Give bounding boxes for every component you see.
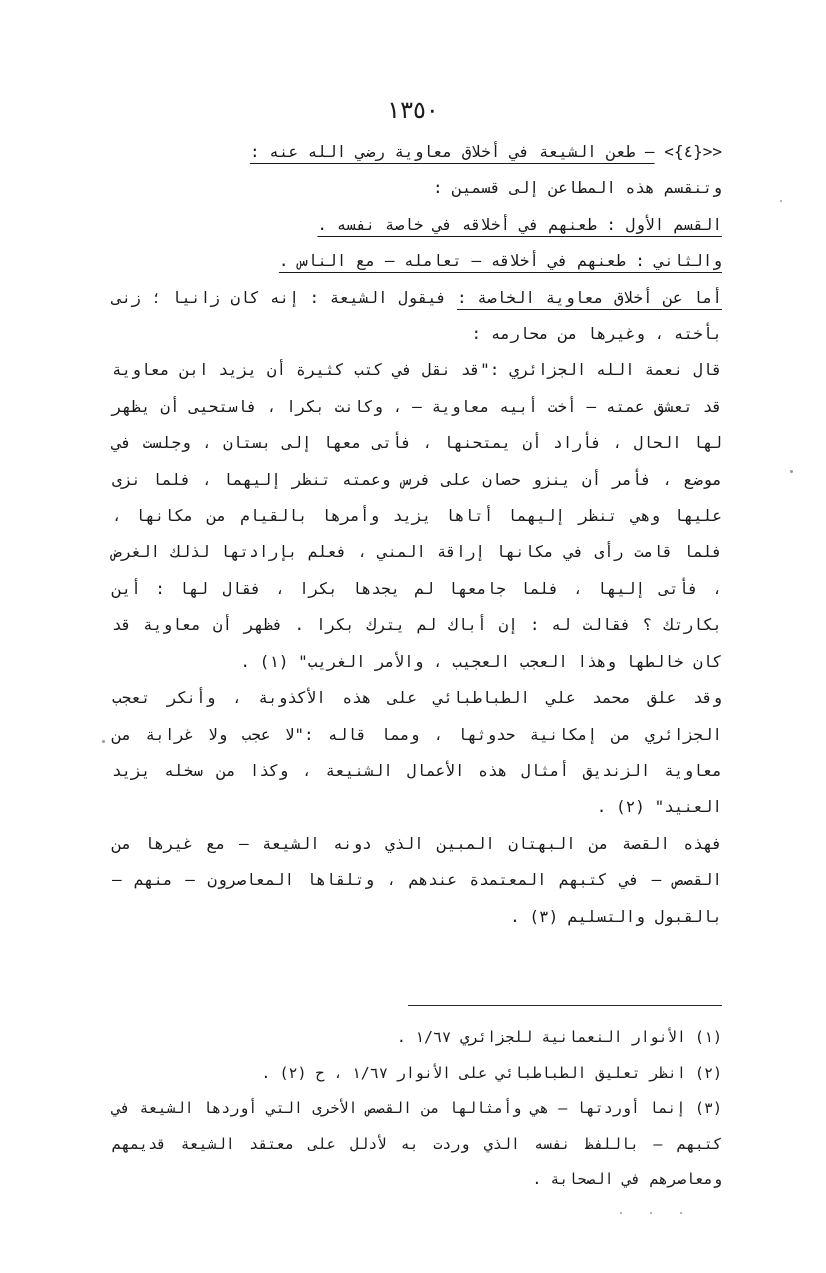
comment-paragraph: وقد علق محمد علي الطباطبائي على هذه الأكذوبة ، وأنكر تعجب الجزائري من إمكانية حدوثها ، ومما قاله :"لا عجب ولا غرابة من معاوية الزنديق أمثال هذه الأعمال الشنيعة ، وكذا من سخله يزيد العنيد" (٢) . <box>112 688 722 817</box>
footnote-3: (٣) إنما أوردتها – هي وأمثالها من القصص الأخرى التي أوردها الشيعة في كتبهم – باللفظ نفسه الذي وردت به لأدلل على معتقد الشيعة قديمهم ومعاصرهم في الصحابة . <box>112 1099 722 1188</box>
private-morals-heading: أما عن أخلاق معاوية الخاصة : <box>457 287 723 307</box>
footnote-2: (٢) انظر تعليق الطباطبائي على الأنوار ١/٦٧ ، ح (٢) . <box>261 1063 722 1082</box>
section-heading <box>112 134 722 170</box>
scan-speck <box>780 200 782 202</box>
footnotes <box>112 1020 722 1198</box>
section-one-line <box>112 207 722 243</box>
heading-prefix: <<{٤}> <box>664 142 722 161</box>
private-morals-paragraph <box>112 280 722 353</box>
footnote-separator <box>408 1005 722 1006</box>
scan-speck <box>620 1212 622 1214</box>
quote-paragraph: قال نعمة الله الجزائري :"قد نقل في كتب كثيرة أن يزيد ابن معاوية قد تعشق عمته – أخت أبيه معاوية – ، وكانت بكرا ، فاستحيى أن يظهر لها الحال ، فأراد أن يمتحنها ، فأتى معها إلى بستان ، وجلست في موضع ، فأمر أن ينزو حصان على فرس وعمته تنظر إليهما ، فلما نزى عليها وهي تنظر إليهما أتاها يزيد وأمرها بالقيام من مكانها ، فلما قامت رأى في مكانها إراقة المني ، فعلم بإرادتها لذلك الغرض ، فأتى إليها ، فلما جامعها لم يجدها بكرا ، فقال لها : أين بكارتك ؟ فقالت له : إن أباك لم يترك بكرا . فظهر أن معاوية قد كان خالطها وهذا العجب العجيب ، والأمر الغريب" (١) . <box>112 360 722 671</box>
section-two-line <box>112 243 722 279</box>
conclusion-paragraph: فهذه القصة من البهتان المبين الذي دونه الشيعة – مع غيرها من القصص – في كتبهم المعتمدة عندهم ، وتلقاها المعاصرون – منهم – بالقبول والتسليم (٣) . <box>112 833 722 926</box>
heading-title: – طعن الشيعة في أخلاق معاوية رضي الله عنه : <box>249 142 655 161</box>
scan-speck <box>680 1212 682 1214</box>
scan-speck <box>790 470 793 473</box>
section-one: القسم الأول : طعنهم في أخلاقه في خاصة نفسه . <box>317 214 722 234</box>
main-text <box>112 134 722 935</box>
page-number: ١٣٥٠ <box>387 96 439 124</box>
scan-speck <box>102 740 105 743</box>
scan-speck <box>650 1212 652 1214</box>
section-two: والثاني : طعنهم في أخلاقه – تعامله – مع الناس . <box>278 251 722 271</box>
intro-line: وتنقسم هذه المطاعن إلى قسمين : <box>433 178 722 198</box>
footnote-1: (١) الأنوار النعمانية للجزائري ١/٦٧ . <box>396 1028 722 1046</box>
private-morals-text: فيقول الشيعة : إنه كان زانيا ؛ زنى بأخته ، وغيرها من محارمه : <box>112 287 722 344</box>
